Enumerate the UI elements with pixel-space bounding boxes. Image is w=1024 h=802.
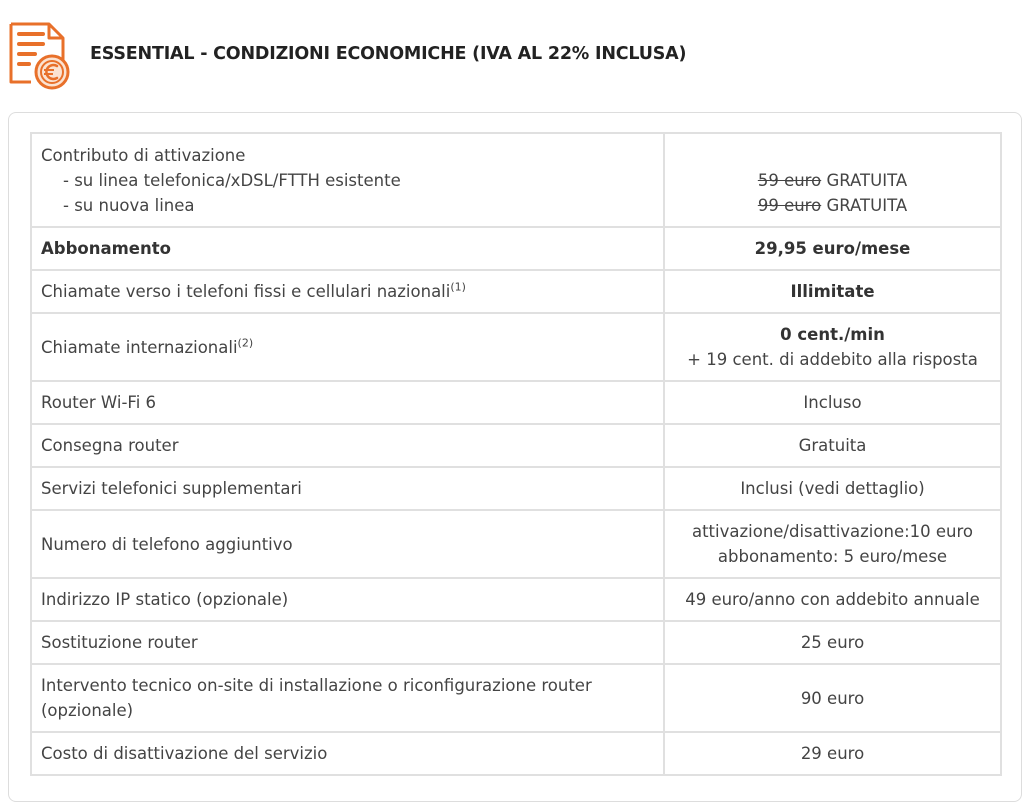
row-value: 25 euro [664, 621, 1001, 664]
row-label: Abbonamento [31, 227, 664, 270]
row-label-text: Chiamate verso i telefoni fissi e cellulari nazionali [41, 282, 451, 301]
activation-sublabel-new: - su nuova linea [63, 195, 195, 215]
row-value: Incluso [664, 381, 1001, 424]
row-label [31, 133, 664, 227]
activation-label: Contributo di attivazione [41, 145, 246, 165]
table-row [31, 313, 1001, 381]
row-value: 90 euro [664, 664, 1001, 732]
table-row [31, 510, 1001, 578]
row-label [31, 664, 664, 732]
new-price: GRATUITA [826, 195, 908, 215]
footnote-ref: (1) [450, 280, 466, 294]
row-value: 29,95 euro/mese [664, 227, 1001, 270]
row-value: Inclusi (vedi dettaglio) [664, 467, 1001, 510]
row-value [664, 313, 1001, 381]
row-label-text: Intervento tecnico on-site di installazione o riconfigurazione router [41, 676, 592, 695]
row-value: 29 euro [664, 732, 1001, 775]
page-title: ESSENTIAL - CONDIZIONI ECONOMICHE (IVA AL 22% INCLUSA) [90, 44, 687, 64]
row-value [664, 133, 1001, 227]
row-label: Indirizzo IP statico (opzionale) [31, 578, 664, 621]
row-label-text: Chiamate internazionali [41, 337, 238, 357]
row-value [664, 510, 1001, 578]
table-row [31, 270, 1001, 313]
row-label: Numero di telefono aggiuntivo [31, 510, 664, 578]
old-price: 99 euro [757, 195, 822, 215]
table-row [31, 227, 1001, 270]
row-label [31, 313, 664, 381]
row-label-text-cont: (opzionale) [41, 701, 134, 720]
row-label: Costo di disattivazione del servizio [31, 732, 664, 775]
footnote-ref: (2) [237, 336, 254, 349]
table-row [31, 578, 1001, 621]
euro-document-icon [5, 20, 75, 90]
table-row [31, 467, 1001, 510]
row-label [31, 270, 664, 313]
table-row [31, 621, 1001, 664]
activation-value-existing [674, 168, 991, 193]
row-value-secondary: abbonamento: 5 euro/mese [717, 547, 948, 566]
table-row [31, 664, 1001, 732]
activation-sublabel-existing: - su linea telefonica/xDSL/FTTH esistente [63, 170, 401, 190]
table-row [31, 732, 1001, 775]
row-value: 49 euro/anno con addebito annuale [664, 578, 1001, 621]
row-label: Sostituzione router [31, 621, 664, 664]
table-row [31, 133, 1001, 227]
row-value: Illimitate [664, 270, 1001, 313]
new-price: GRATUITA [826, 170, 908, 190]
row-label: Router Wi-Fi 6 [31, 381, 664, 424]
row-value-secondary: + 19 cent. di addebito alla risposta [687, 350, 978, 369]
row-label: Servizi telefonici supplementari [31, 467, 664, 510]
row-value: Gratuita [664, 424, 1001, 467]
row-value-main: 0 cent./min [780, 325, 885, 344]
row-label: Consegna router [31, 424, 664, 467]
header [0, 0, 1024, 100]
conditions-table [30, 132, 1002, 776]
table-row [31, 424, 1001, 467]
row-value-main: attivazione/disattivazione:10 euro [691, 522, 974, 541]
activation-value-new [674, 193, 991, 218]
table-row [31, 381, 1001, 424]
old-price: 59 euro [757, 170, 822, 190]
